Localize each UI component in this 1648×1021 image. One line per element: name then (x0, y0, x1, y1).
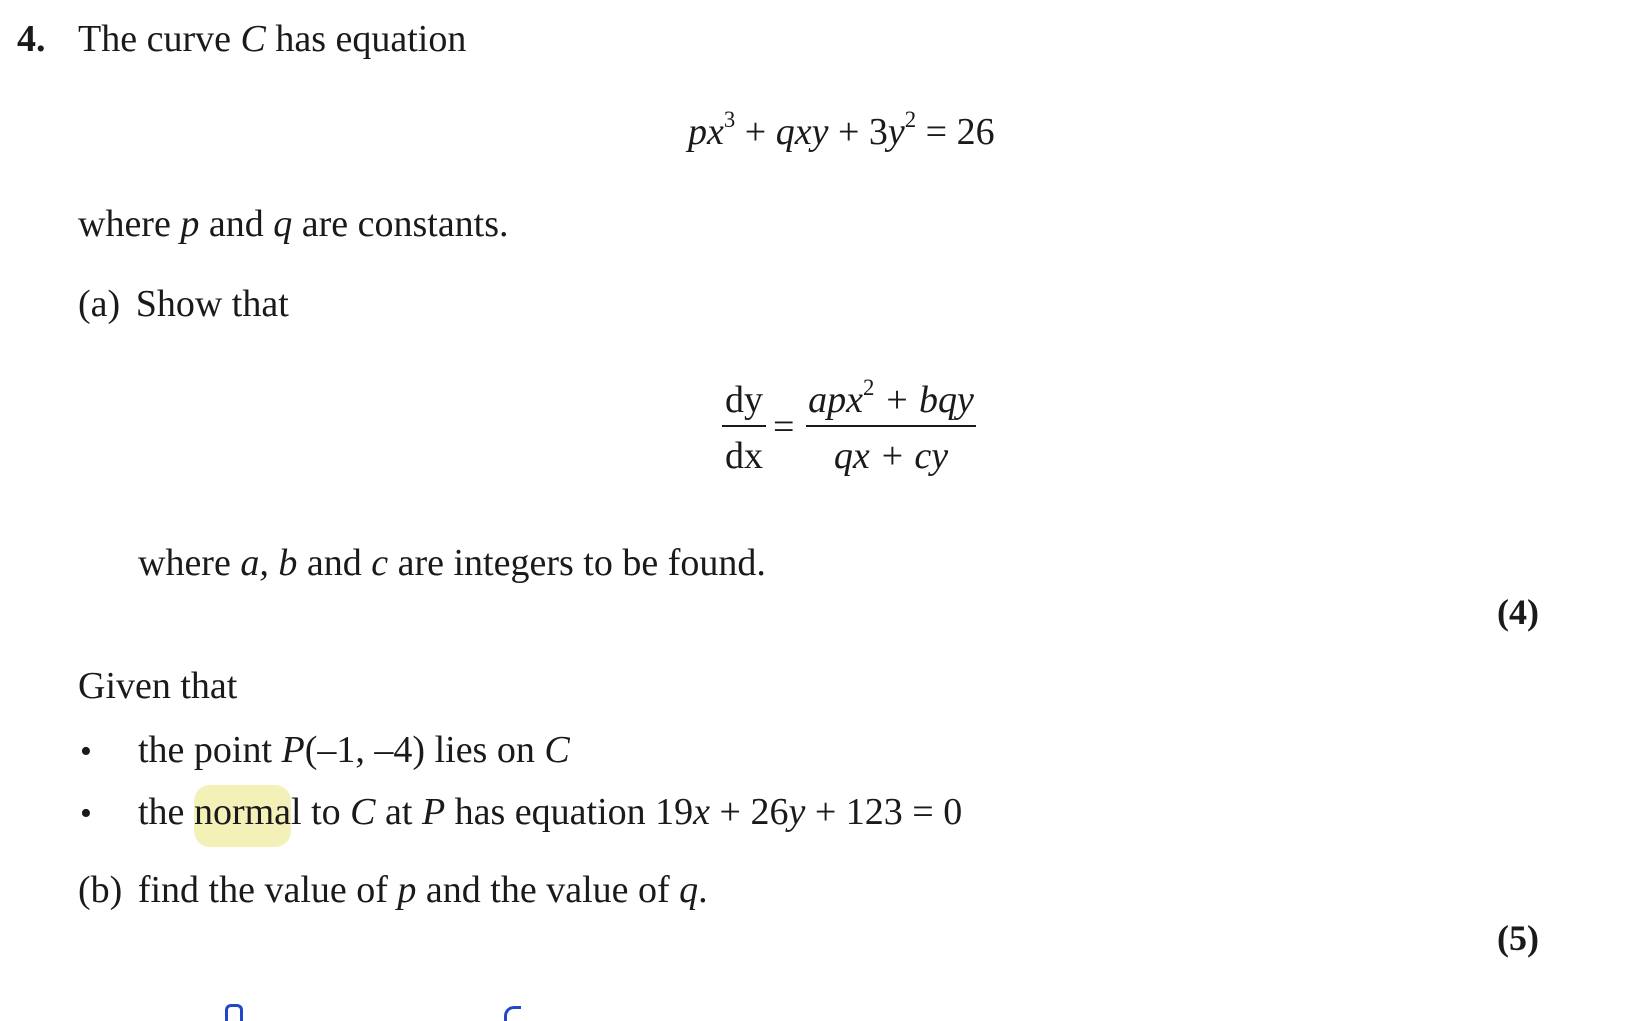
lhs-numerator: dy (725, 379, 763, 421)
integer-c: c (371, 542, 389, 584)
integer-b: b (278, 542, 298, 584)
part-b-text-1: find the value of (137, 869, 388, 911)
bullet-2-text-2: l to (291, 791, 341, 833)
highlighted-word: norma (194, 785, 291, 847)
bullet-1-text (138, 731, 570, 769)
part-a-label: (a) (78, 283, 121, 325)
rhs-denominator: qx + cy (833, 435, 949, 477)
part-a-marks: (4) (1497, 592, 1539, 632)
eq-rhs: = 26 (925, 111, 995, 153)
eq-plus-3: + 3 (837, 111, 888, 153)
part-b-p: p (397, 869, 417, 911)
curve-symbol: C (240, 18, 266, 60)
bullet-2-symbol: • (80, 795, 92, 832)
rhs-num-bqy: + bqy (874, 379, 974, 421)
part-a-heading (78, 285, 289, 323)
eq-exp-2: 2 (904, 106, 917, 132)
eq-term-qxy: qxy (775, 111, 829, 153)
rhs-numerator (806, 374, 976, 421)
bullet-2-text-1: the (138, 791, 185, 833)
normal-var-x: x (693, 791, 711, 833)
integers-text-2: and (306, 542, 362, 584)
lhs-denominator: dx (725, 435, 763, 477)
part-b-marks: (5) (1497, 918, 1539, 958)
rhs-num-apx: apx (808, 379, 863, 421)
integers-text-3: are integers to be found. (397, 542, 766, 584)
constants-text-3: are constants. (301, 203, 509, 245)
bullet-1-text-2: (–1, –4) lies on (304, 729, 535, 771)
bullet-2-text-6: + 123 = 0 (814, 791, 963, 833)
point-p-2: P (421, 791, 446, 833)
eq-term-y: y (887, 111, 905, 153)
bullet-2-text-4: has equation 19 (454, 791, 694, 833)
normal-var-y: y (788, 791, 806, 833)
constants-text-2: and (208, 203, 264, 245)
lhs-fraction-bar (722, 425, 766, 427)
constant-p: p (180, 203, 200, 245)
given-heading: Given that (78, 665, 238, 707)
part-b-text-3: . (698, 869, 708, 911)
derivative-lhs-fraction (722, 381, 766, 475)
integers-line (138, 544, 766, 582)
question-intro (78, 20, 466, 58)
bullet-2-text-3: at (385, 791, 413, 833)
bullet-2-text (138, 793, 962, 831)
intro-text-1: The curve (78, 18, 231, 60)
question-number: 4. (17, 18, 46, 60)
point-p: P (281, 729, 305, 771)
curve-c: C (544, 729, 570, 771)
intro-text-2: has equation (275, 18, 467, 60)
eq-plus-1: + (744, 111, 767, 153)
integer-a: a, (240, 542, 269, 584)
part-b-label: (b) (78, 869, 123, 911)
curve-equation (688, 106, 995, 153)
bullet-1-text-1: the point (138, 729, 273, 771)
rhs-fraction-bar (806, 425, 976, 427)
bullet-2-text-5: + 26 (719, 791, 789, 833)
part-b-line (78, 871, 708, 909)
eq-term-px: px (688, 111, 724, 153)
derivative-rhs-fraction (806, 374, 976, 477)
constants-text-1: where (78, 203, 171, 245)
derivative-equals: = (773, 406, 795, 448)
integers-text-1: where (138, 542, 231, 584)
part-b-q: q (679, 869, 699, 911)
eq-exp-3: 3 (723, 106, 736, 132)
part-a-text: Show that (135, 283, 289, 325)
curve-c-2: C (350, 791, 376, 833)
rhs-num-exp: 2 (862, 374, 875, 400)
part-b-text-2: and the value of (425, 869, 670, 911)
handwriting-mark-1 (225, 1004, 243, 1021)
constants-line (78, 205, 509, 243)
constant-q: q (273, 203, 293, 245)
bullet-1-symbol: • (80, 733, 92, 770)
